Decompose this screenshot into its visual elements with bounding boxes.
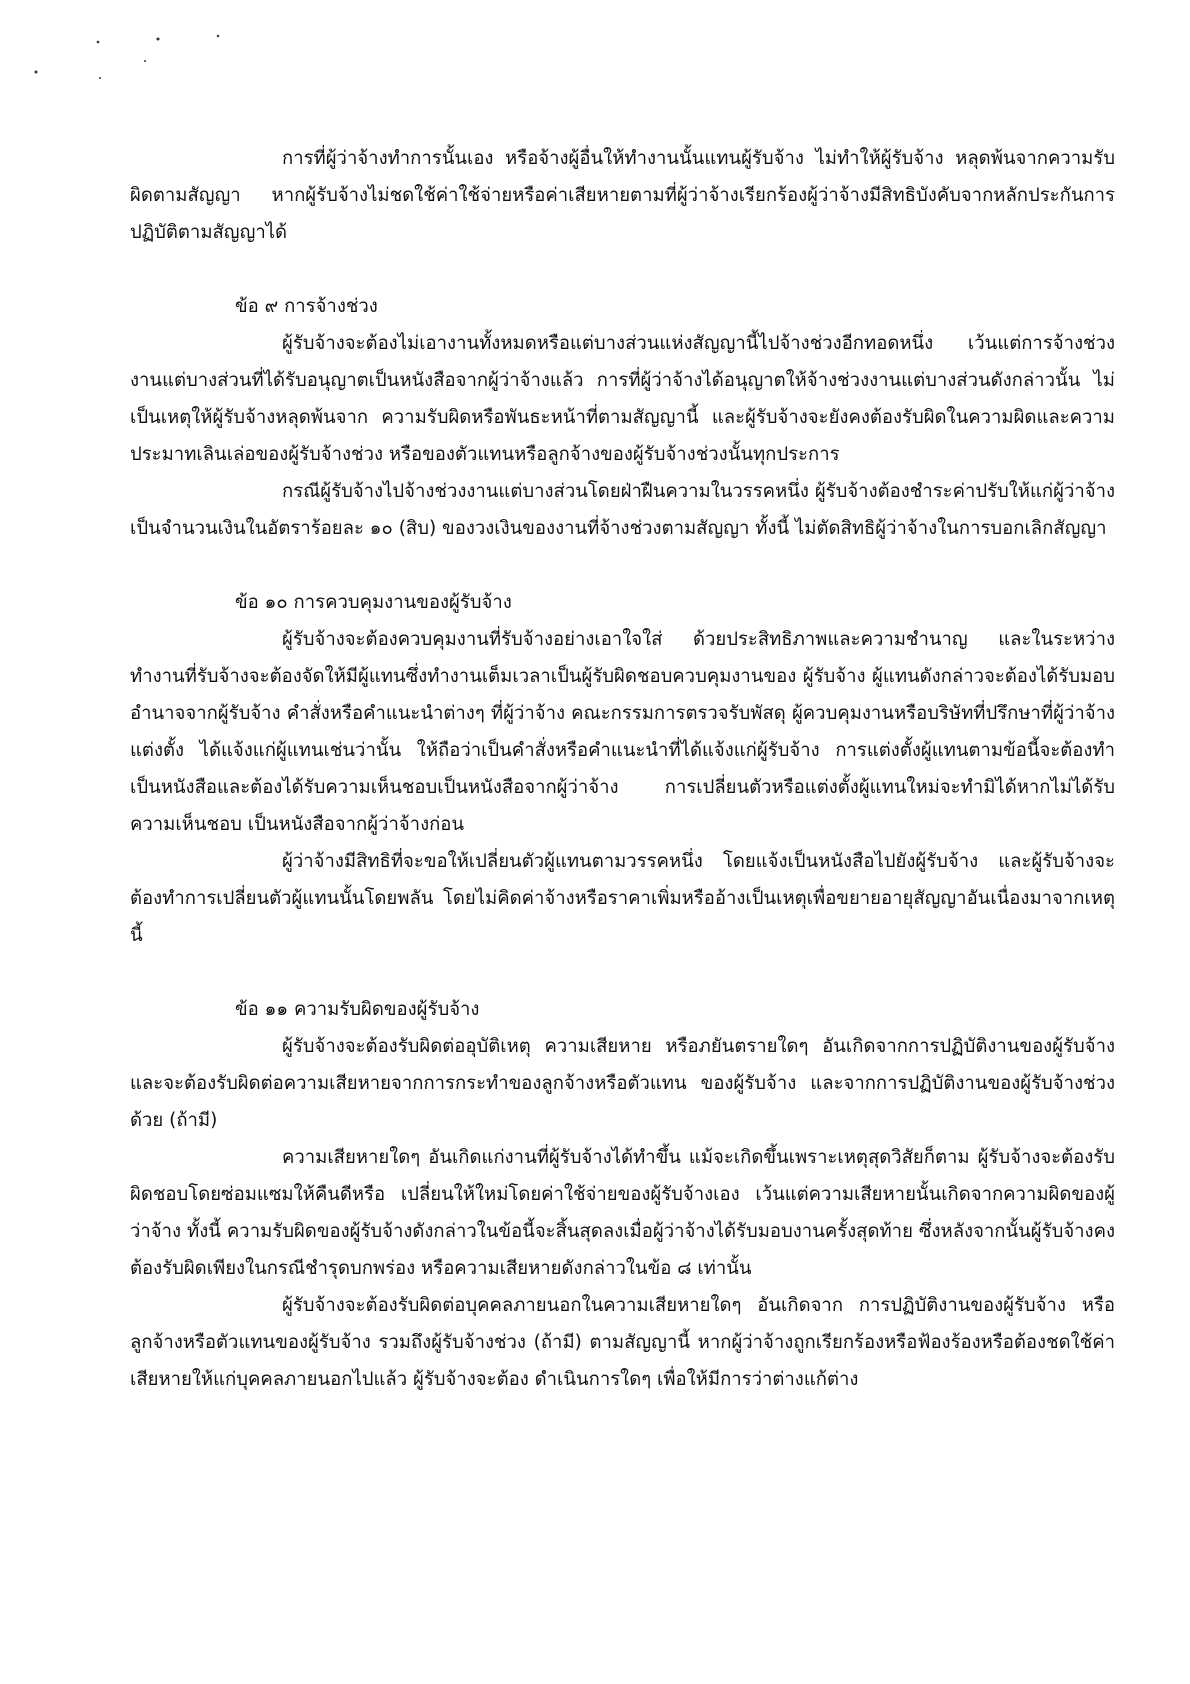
section-paragraph: ผู้รับจ้างจะต้องรับผิดต่ออุบัติเหตุ ความเสียหาย หรือภยันตรายใดๆ อันเกิดจากการปฏิบัติงานของผู้รับจ้าง และจะต้องรับผิดต่อความเสียหายจากการกระทำของลูกจ้างหรือตัวแทน ของผู้รับจ้าง และจากการปฏิบัติงานของผู้รับจ้างช่วงด้วย (ถ้ามี) xyxy=(130,1036,1115,1131)
scan-speck xyxy=(144,60,146,62)
section-paragraph: ความเสียหายใดๆ อันเกิดแก่งานที่ผู้รับจ้างได้ทำขึ้น แม้จะเกิดขึ้นเพราะเหตุสุดวิสัยก็ตาม ผู้รับจ้างจะต้องรับผิดชอบโดยซ่อมแซมให้คืนดีหรือ เปลี่ยนให้ใหม่โดยค่าใช้จ่ายของผู้รับจ้างเอง เว้นแต่ความเสียหายนั้นเกิดจากความผิดของผู้ว่าจ้าง ทั้งนี้ ความรับผิดของผู้รับจ้างดังกล่าวในข้อนี้จะสิ้นสุดลงเมื่อผู้ว่าจ้างได้รับมอบงานครั้งสุดท้าย ซึ่งหลังจากนั้นผู้รับจ้างคงต้องรับผิดเพียงในกรณีชำรุดบกพร่อง หรือความเสียหายดังกล่าวในข้อ ๘ เท่านั้น xyxy=(130,1147,1115,1279)
section-paragraph: กรณีผู้รับจ้างไปจ้างช่วงงานแต่บางส่วนโดยฝ่าฝืนความในวรรคหนึ่ง ผู้รับจ้างต้องชำระค่าปรับให้แก่ผู้ว่าจ้างเป็นจำนวนเงินในอัตราร้อยละ ๑๐ (สิบ) ของวงเงินของงานที่จ้างช่วงตามสัญญา ทั้งนี้ ไม่ตัดสิทธิผู้ว่าจ้างในการบอกเลิกสัญญา xyxy=(130,481,1115,539)
scan-specks xyxy=(0,0,300,100)
intro-paragraph: การที่ผู้ว่าจ้างทำการนั้นเอง หรือจ้างผู้อื่นให้ทำงานนั้นแทนผู้รับจ้าง ไม่ทำให้ผู้รับจ้าง หลุดพ้นจากความรับผิดตามสัญญา หากผู้รับจ้างไม่ชดใช้ค่าใช้จ่ายหรือค่าเสียหายตามที่ผู้ว่าจ้างเรียกร้องผู้ว่าจ้างมีสิทธิบังคับจากหลักประกันการปฏิบัติตามสัญญาได้ xyxy=(130,148,1115,243)
document-body xyxy=(130,140,1115,1398)
section-heading: ข้อ ๑๑ ความรับผิดของผู้รับจ้าง xyxy=(235,999,480,1020)
section-paragraph: ผู้ว่าจ้างมีสิทธิที่จะขอให้เปลี่ยนตัวผู้แทนตามวรรคหนึ่ง โดยแจ้งเป็นหนังสือไปยังผู้รับจ้าง และผู้รับจ้างจะต้องทำการเปลี่ยนตัวผู้แทนนั้นโดยพลัน โดยไม่คิดค่าจ้างหรือราคาเพิ่มหรืออ้างเป็นเหตุเพื่อขยายอายุสัญญาอันเนื่องมาจากเหตุนี้ xyxy=(130,851,1115,946)
scan-speck xyxy=(99,77,101,79)
scan-speck xyxy=(217,35,219,37)
section-paragraph: ผู้รับจ้างจะต้องไม่เอางานทั้งหมดหรือแต่บางส่วนแห่งสัญญานี้ไปจ้างช่วงอีกทอดหนึ่ง เว้นแต่การจ้างช่วงงานแต่บางส่วนที่ได้รับอนุญาตเป็นหนังสือจากผู้ว่าจ้างแล้ว การที่ผู้ว่าจ้างได้อนุญาตให้จ้างช่วงงานแต่บางส่วนดังกล่าวนั้น ไม่เป็นเหตุให้ผู้รับจ้างหลุดพ้นจาก ความรับผิดหรือพันธะหน้าที่ตามสัญญานี้ และผู้รับจ้างจะยังคงต้องรับผิดในความผิดและความประมาทเลินเล่อของผู้รับจ้างช่วง หรือของตัวแทนหรือลูกจ้างของผู้รับจ้างช่วงนั้นทุกประการ xyxy=(130,333,1115,465)
section-10 xyxy=(130,584,1115,954)
section-paragraph: ผู้รับจ้างจะต้องควบคุมงานที่รับจ้างอย่างเอาใจใส่ ด้วยประสิทธิภาพและความชำนาญ และในระหว่างทำงานที่รับจ้างจะต้องจัดให้มีผู้แทนซึ่งทำงานเต็มเวลาเป็นผู้รับผิดชอบควบคุมงานของ ผู้รับจ้าง ผู้แทนดังกล่าวจะต้องได้รับมอบอำนาจจากผู้รับจ้าง คำสั่งหรือคำแนะนำต่างๆ ที่ผู้ว่าจ้าง คณะกรรมการตรวจรับพัสดุ ผู้ควบคุมงานหรือบริษัทที่ปรึกษาที่ผู้ว่าจ้างแต่งตั้ง ได้แจ้งแก่ผู้แทนเช่นว่านั้น ให้ถือว่าเป็นคำสั่งหรือคำแนะนำที่ได้แจ้งแก่ผู้รับจ้าง การแต่งตั้งผู้แทนตามข้อนี้จะต้องทำเป็นหนังสือและต้องได้รับความเห็นชอบเป็นหนังสือจากผู้ว่าจ้าง การเปลี่ยนตัวหรือแต่งตั้งผู้แทนใหม่จะทำมิได้หากไม่ได้รับความเห็นชอบ เป็นหนังสือจากผู้ว่าจ้างก่อน xyxy=(130,629,1115,835)
section-heading: ข้อ ๑๐ การควบคุมงานของผู้รับจ้าง xyxy=(235,592,512,613)
scan-speck xyxy=(97,41,100,44)
section-11 xyxy=(130,991,1115,1398)
section-paragraph: ผู้รับจ้างจะต้องรับผิดต่อบุคคลภายนอกในความเสียหายใดๆ อันเกิดจาก การปฏิบัติงานของผู้รับจ้าง หรือลูกจ้างหรือตัวแทนของผู้รับจ้าง รวมถึงผู้รับจ้างช่วง (ถ้ามี) ตามสัญญานี้ หากผู้ว่าจ้างถูกเรียกร้องหรือฟ้องร้องหรือต้องชดใช้ค่าเสียหายให้แก่บุคคลภายนอกไปแล้ว ผู้รับจ้างจะต้อง ดำเนินการใดๆ เพื่อให้มีการว่าต่างแก้ต่าง xyxy=(130,1295,1115,1390)
section-heading: ข้อ ๙ การจ้างช่วง xyxy=(235,296,378,317)
scan-speck xyxy=(35,71,38,74)
section-9 xyxy=(130,288,1115,547)
scan-speck xyxy=(157,38,160,41)
